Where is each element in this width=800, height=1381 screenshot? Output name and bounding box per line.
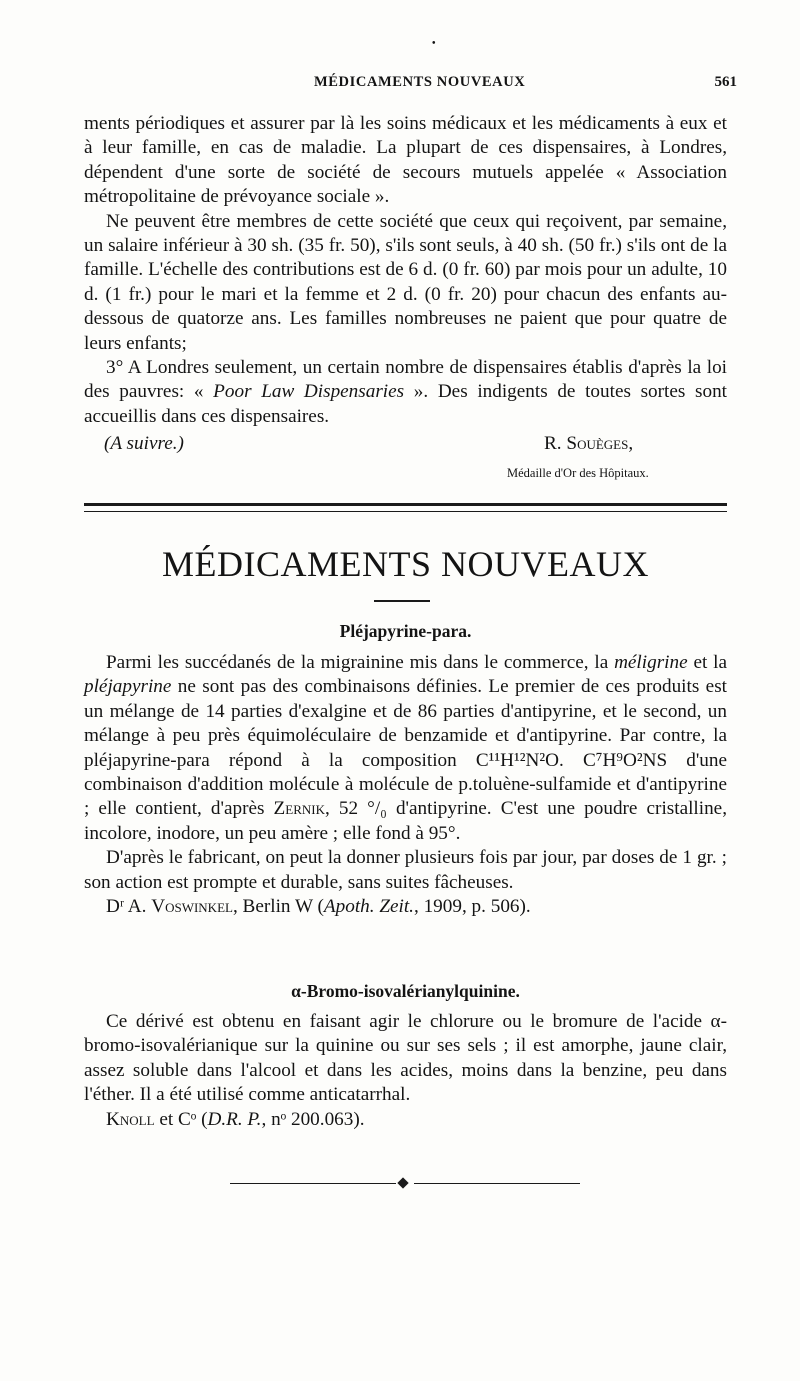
paragraph: Parmi les succédanés de la migrainine mis dans le commerce, la méligrine et la pléjapyrine ne sont pas des combinaisons définies. Le premier de ces produits est un mélange de 14 parties d'exalgine et de 86 parties d'antipyrine, et le second, un mélange à peu près équimoléculaire de benzamide et d'antipyrine. Par contre, la pléjapyrine-para répond à la composition C¹¹H¹²N²O. C⁷H⁹O²NS d'une combinaison d'addition molécule à molécule de p.toluène-sulfamide et d'antipyrine ; elle contient, d'après Zernik, 52 °/₀ d'antipyrine. C'est une poudre cristalline, incolore, inodore, un peu amère ; elle fond à 95°. <box>84 652 728 844</box>
diamond-icon <box>397 1177 408 1188</box>
article-heading: Pléjapyrine-para. <box>339 621 472 641</box>
section-divider-thin <box>84 511 727 512</box>
to-be-continued: (A suivre.) <box>104 433 184 454</box>
italic-term: pléjapyrine <box>84 676 172 698</box>
continued-article-text <box>84 112 727 429</box>
section-divider <box>84 503 727 506</box>
title-dash <box>374 600 430 602</box>
article-2-text <box>84 1010 727 1132</box>
closing-ornament <box>230 1178 580 1190</box>
italic-term: méligrine <box>614 652 688 673</box>
italic-term: Poor Law Dispensaries <box>213 381 405 403</box>
running-title: MÉDICAMENTS NOUVEAUX <box>314 74 526 90</box>
reference: Knoll et Cᵒ (D.R. P., nᵒ 200.063). <box>106 1108 365 1130</box>
reference: Dʳ A. Voswinkel, Berlin W (Apoth. Zeit., 1909, p. 506). <box>106 896 531 918</box>
author-title: Médaille d'Or des Hôpitaux. <box>507 466 649 480</box>
author-signature: R. Souèges, <box>544 433 634 454</box>
paragraph: Ne peuvent être membres de cette société que ceux qui reçoivent, par semaine, un salaire inférieur à 30 sh. (35 fr. 50), s'ils sont seuls, à 40 sh. (50 fr.) s'ils ont de la famille. L'échelle des contributions est de 6 d. (0 fr. 60) par mois pour un adulte, 10 d. (1 fr.) pour le mari et la femme et 2 d. (0 fr. 20) pour chacun des enfants au-dessous de quatorze ans. Les familles nombreuses ne paient que pour quatre de leurs enfants; <box>84 210 727 354</box>
chemical-formula: C¹¹H¹²N²O. <box>475 749 564 771</box>
paragraph: Ce dérivé est obtenu en faisant agir le chlorure ou le bromure de l'acide α-bromo-isovalérianique sur la quinine ou sur ses sels ; il est amorphe, jaune clair, assez soluble dans l'alcool et dans les acides, moins dans la benzine, peu dans l'éther. Il a été utilisé comme anticatarrhal. <box>84 1011 727 1106</box>
signature-line <box>84 433 727 459</box>
printer-mark: • <box>432 38 436 49</box>
paragraph: 3° A Londres seulement, un certain nombre de dispensaires établis d'après la loi des pauvres: « Poor Law Dispensaries ». Des indigents de toutes sortes sont accueillis dans ces dispensaires. <box>84 357 728 427</box>
article-heading: α-Bromo-isovalérianylquinine. <box>291 981 520 1001</box>
paragraph: ments périodiques et assurer par là les soins médicaux et les médicaments à eux et à leur famille, en cas de maladie. La plupart de ces dispensaires, à Londres, dépendent d'une sorte de société de secours mutuels appelée « Association métropolitaine de prévoyance sociale ». <box>84 113 727 208</box>
page-number: 561 <box>714 74 737 90</box>
running-header <box>84 74 737 96</box>
author-name: Zernik, <box>273 798 330 820</box>
paragraph: D'après le fabricant, on peut la donner plusieurs fois par jour, par doses de 1 gr. ; son action est prompte et durable, sans suites fâcheuses. <box>84 847 727 893</box>
chemical-formula: C⁷H⁹O²NS <box>582 749 668 771</box>
section-title: MÉDICAMENTS NOUVEAUX <box>162 544 649 584</box>
article-1-text <box>84 651 727 919</box>
